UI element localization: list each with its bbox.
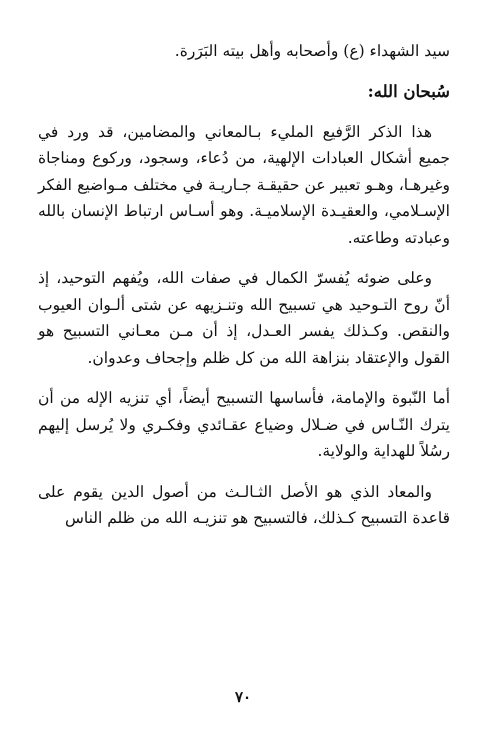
page-text xyxy=(38,38,450,546)
section-heading: سُبحان الله: xyxy=(367,81,450,101)
paragraph-1: هذا الذكر الرَّفيع المليء بـالمعاني والمضامين، قد ورد في جميع أشكال العبادات الإلهية، من دُعاء، وسجود، وركوع ومناجاة وغيرهـا، وهـو تعبير عن حقيقـة جـاريـة في مختلف مـواضيع الفكر الإسـلامي، والعقيـدة الإسلاميـة. وهو أسـاس ارتباط الإنسان بالله وعبادته وطاعته. xyxy=(38,122,450,247)
lead-line: سيد الشهداء (ع) وأصحابه وأهل بيته البَرَرة. xyxy=(174,42,450,60)
paragraph-4: والمعاد الذي هو الأصل الثـالـث من أصول الدين يقوم على قاعدة التسبيح كـذلك، فالتسبيح هو تنزيـه الله من ظلم الناس xyxy=(38,482,450,527)
paragraph-2: وعلى ضوئه يُفسرّ الكمال في صفات الله، ويُفهم التوحيد، إذ أنّ روح التـوحيد هي تسبيح الله وتنـزيهه عن شتى ألـوان العيوب والنقص. وكـذلك يفسر العـدل، إذ أن مـن معـاني التسبيح هو القول والإعتقاد بنزاهة الله من كل ظلم وإجحاف وعدوان. xyxy=(38,269,450,367)
paragraph-3: أما النّبوة والإمامة، فأساسها التسبيح أيضاً، أي تنزيه الإله من أن يترك النّـاس في ضـلال وضياع عقـائدي وفكـري ولا يُرسل إليهم رسُلاً للهداية والولاية. xyxy=(38,389,450,460)
page-number: ٧٠ xyxy=(234,688,252,706)
